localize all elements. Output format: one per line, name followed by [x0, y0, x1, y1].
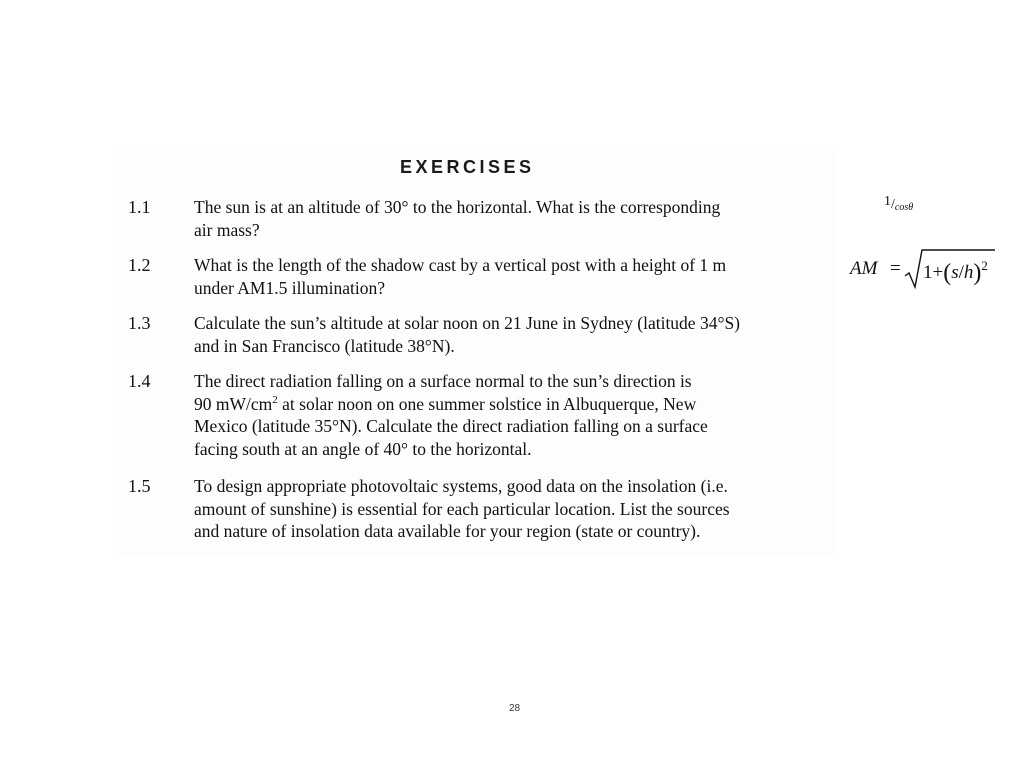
formula-power: 2 — [981, 258, 988, 273]
exercise-line: amount of sunshine) is essential for each particular location. List the sources — [194, 498, 730, 519]
formula-slash: / — [891, 197, 895, 212]
formula-one: 1 — [923, 262, 933, 283]
formula-plus: + — [932, 262, 944, 283]
exercise-text — [194, 254, 834, 299]
exercise-number: 1.1 — [128, 197, 151, 217]
formula-lhs: AM — [850, 258, 878, 279]
superscript-exponent: 2 — [272, 393, 278, 406]
exercise-line: To design appropriate photovoltaic systems, good data on the insolation (i.e. — [194, 476, 728, 496]
formula-numerator: 1 — [884, 194, 891, 209]
exercise-line: Mexico (latitude 35°N). Calculate the direct radiation falling on a surface — [194, 416, 708, 436]
exercise-line: Calculate the sun’s altitude at solar noon on 21 June in Sydney (latitude 34°S) — [194, 313, 741, 333]
exercises-heading: EXERCISES — [400, 157, 535, 177]
exercise-line: under AM1.5 illumination? — [194, 277, 386, 298]
exercise-number: 1.4 — [128, 371, 151, 391]
formula-equals: = — [890, 258, 901, 279]
exercise-text — [194, 370, 834, 460]
formula-h: h — [963, 262, 974, 283]
exercise-line: and nature of insolation data available for your region (state or country). — [194, 521, 701, 541]
exercise-line — [194, 393, 834, 416]
exercise-line: facing south at an angle of 40° to the horizontal. — [194, 438, 532, 459]
formula-over: / — [958, 262, 964, 283]
exercise-line-start: 90 mW/cm — [194, 393, 273, 414]
exercise-number: 1.2 — [128, 255, 151, 275]
exercise-line: air mass? — [194, 219, 260, 240]
exercise-line: The sun is at an altitude of 30° to the horizontal. What is the corresponding — [194, 197, 721, 217]
exercise-text — [194, 312, 834, 357]
exercise-number: 1.3 — [128, 313, 151, 333]
formula-radicand — [923, 258, 988, 287]
exercise-text — [194, 475, 834, 543]
formula-s: s — [951, 262, 959, 283]
formula-denominator: cosθ — [894, 202, 914, 213]
exercise-line-end: at solar noon on one summer solstice in Albuquerque, New — [277, 393, 697, 414]
exercise-line: and in San Francisco (latitude 38°N). — [194, 335, 455, 356]
page-number: 28 — [509, 703, 521, 714]
air-mass-shadow-formula — [850, 246, 1000, 290]
exercise-number: 1.5 — [128, 476, 151, 496]
exercise-line: The direct radiation falling on a surface normal to the sun’s direction is — [194, 371, 692, 391]
exercise-text — [194, 196, 834, 241]
exercise-line: What is the length of the shadow cast by a vertical post with a height of 1 m — [194, 255, 727, 275]
air-mass-cos-formula — [884, 194, 913, 213]
formula-close-paren: ) — [973, 260, 982, 286]
formula-open-paren: ( — [943, 260, 952, 286]
